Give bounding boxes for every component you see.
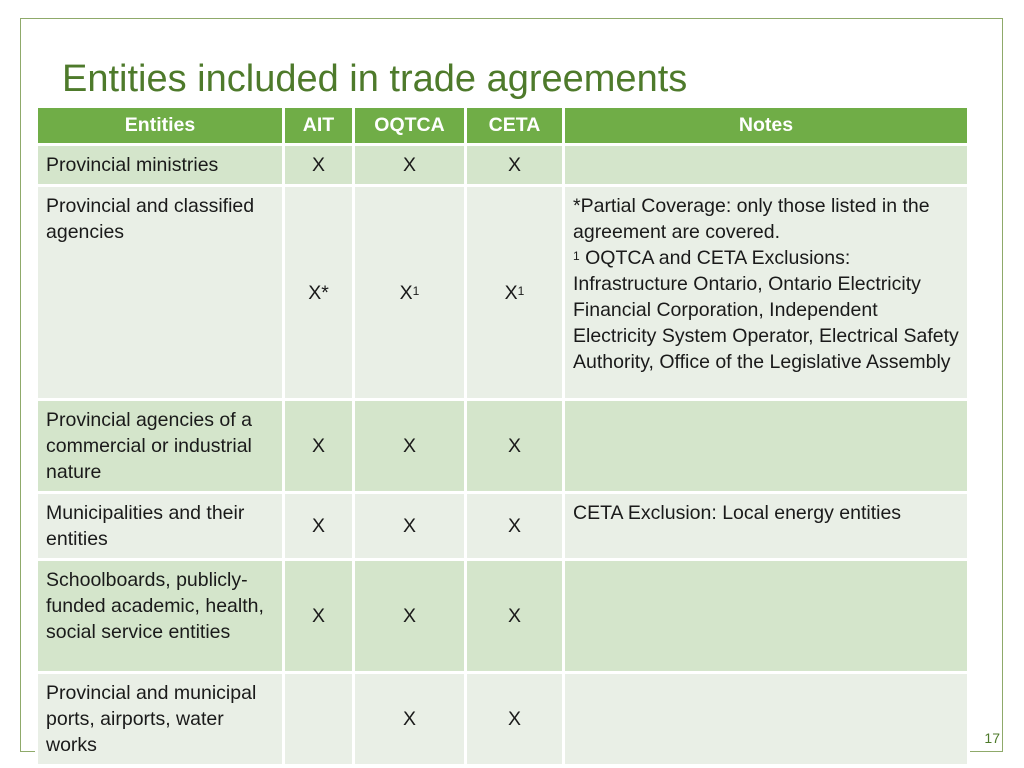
ait-cell: X* <box>284 186 354 400</box>
header-ait: AIT <box>284 107 354 145</box>
oqtca-cell <box>354 186 466 400</box>
notes-cell <box>564 145 969 186</box>
ceta-cell: X <box>466 673 564 766</box>
ceta-cell: X <box>466 400 564 493</box>
ait-cell <box>284 673 354 766</box>
notes-cell: CETA Exclusion: Local energy entities <box>564 493 969 560</box>
notes-cell <box>564 673 969 766</box>
ait-cell: X <box>284 560 354 673</box>
table-row <box>37 673 969 766</box>
oqtca-cell: X <box>354 145 466 186</box>
notes-cell <box>564 560 969 673</box>
table-row <box>37 493 969 560</box>
oqtca-cell: X <box>354 493 466 560</box>
header-oqtca: OQTCA <box>354 107 466 145</box>
oqtca-cell: X <box>354 673 466 766</box>
entity-cell: Provincial ministries <box>37 145 284 186</box>
notes-cell <box>564 400 969 493</box>
footnote-marker: 1 <box>573 249 580 263</box>
table-row <box>37 400 969 493</box>
ait-cell: X <box>284 400 354 493</box>
ceta-cell: X <box>466 493 564 560</box>
footnote-marker: 1 <box>412 283 420 298</box>
notes-exclusions-text: OQTCA and CETA Exclusions: Infrastructure Ontario, Ontario Electricity Financial Corporation, Independent Electricity System Operator, Electrical Safety Authority, Office of the Legislative Assembly <box>573 247 959 373</box>
oqtca-cell: X <box>354 560 466 673</box>
table-row <box>37 560 969 673</box>
entity-cell: Municipalities and their entities <box>37 493 284 560</box>
footnote-marker: 1 <box>517 283 525 298</box>
notes-exclusions <box>573 245 959 375</box>
entity-cell: Schoolboards, publicly-funded academic, health, social service entities <box>37 560 284 673</box>
notes-partial-coverage: *Partial Coverage: only those listed in the agreement are covered. <box>573 195 930 243</box>
table-row <box>37 145 969 186</box>
page-number: 17 <box>984 730 1000 746</box>
entity-cell: Provincial and classified agencies <box>37 186 284 400</box>
table-header-row <box>37 107 969 145</box>
entity-cell: Provincial agencies of a commercial or industrial nature <box>37 400 284 493</box>
header-entities: Entities <box>37 107 284 145</box>
ait-cell: X <box>284 145 354 186</box>
ceta-mark: X <box>504 281 518 304</box>
entity-cell: Provincial and municipal ports, airports, water works <box>37 673 284 766</box>
oqtca-cell: X <box>354 400 466 493</box>
ceta-cell: X <box>466 145 564 186</box>
table-row <box>37 186 969 400</box>
slide-title: Entities included in trade agreements <box>62 58 688 100</box>
header-ceta: CETA <box>466 107 564 145</box>
ceta-cell: X <box>466 560 564 673</box>
entities-table <box>35 105 970 767</box>
notes-cell <box>564 186 969 400</box>
header-notes: Notes <box>564 107 969 145</box>
oqtca-mark: X <box>399 281 413 304</box>
ceta-cell <box>466 186 564 400</box>
ait-cell: X <box>284 493 354 560</box>
